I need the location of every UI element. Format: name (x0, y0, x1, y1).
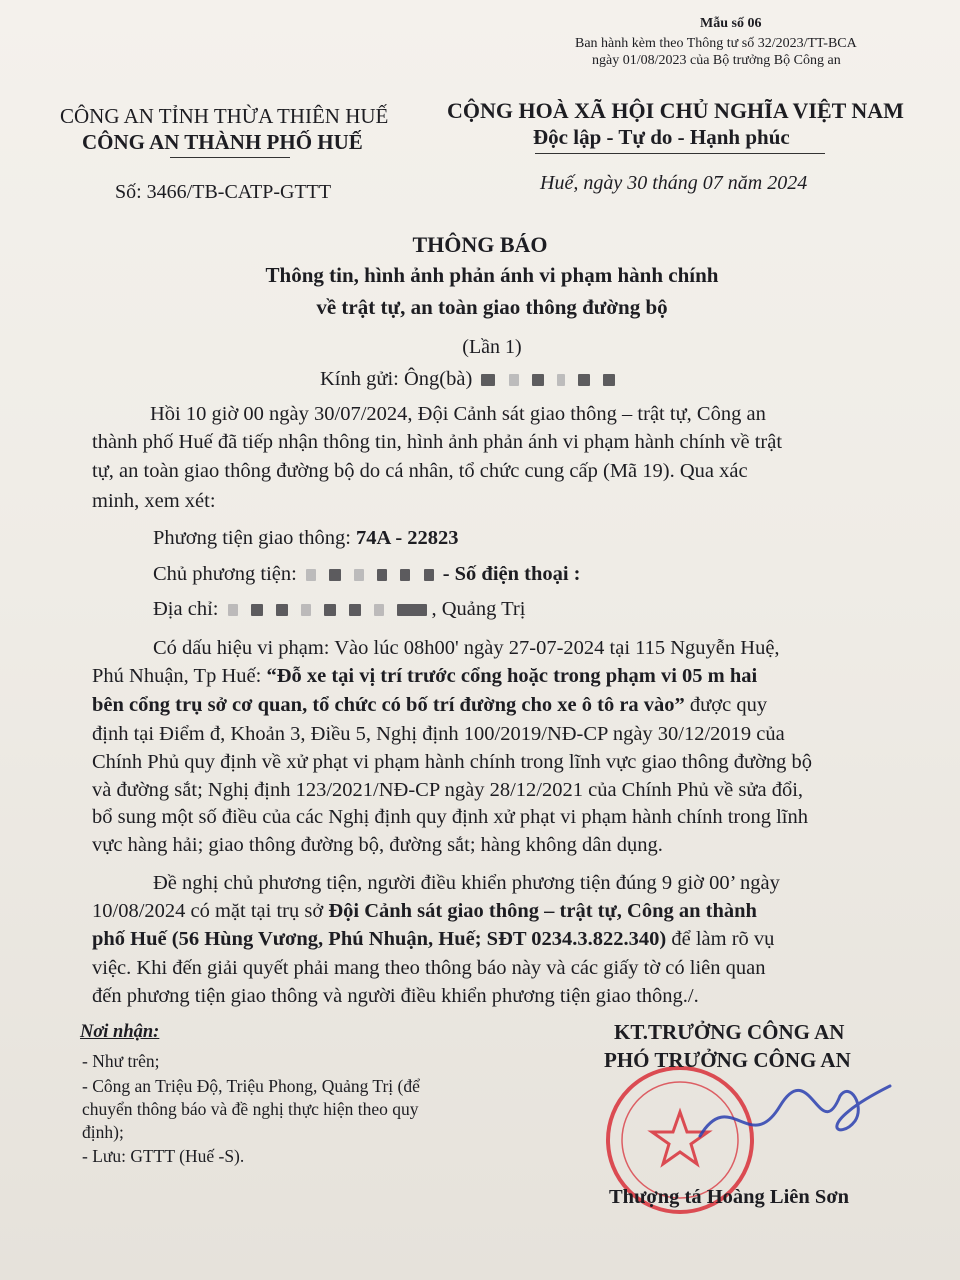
violation-line: bổ sung một số điều của các Nghị định quy định xử phạt vi phạm hành chính trong lĩnh (92, 806, 808, 828)
recipient-line: chuyển thông báo và đề nghị thực hiện theo quy (82, 1099, 419, 1119)
redacted-address-block (374, 604, 384, 616)
request-text: 10/08/2024 có mặt tại trụ sở (92, 900, 329, 922)
document-number: Số: 3466/TB-CATP-GTTT (115, 181, 332, 203)
redacted-address-block (276, 604, 288, 616)
redacted-owner-block (377, 569, 387, 581)
handwritten-signature (690, 1066, 910, 1166)
document-subtitle-line-2: về trật tự, an toàn giao thông đường bộ (316, 295, 668, 319)
violation-line (92, 665, 757, 688)
salutation (320, 368, 619, 391)
violation-line: và đường sắt; Nghị định 123/2021/NĐ-CP ngày 28/12/2021 của Chính Phủ về sửa đổi, (92, 779, 804, 801)
redacted-owner-block (424, 569, 434, 581)
owner-label: Chủ phương tiện: (153, 563, 302, 585)
office-address: phố Huế (56 Hùng Vương, Phú Nhuận, Huế; SĐT 0234.3.822.340) (92, 928, 667, 950)
signature-title: PHÓ TRƯỞNG CÔNG AN (604, 1048, 851, 1072)
request-line: đến phương tiện giao thông và người điều khiển phương tiện giao thông./. (92, 985, 699, 1007)
request-text: để làm rõ vụ (666, 928, 775, 950)
form-number: Mẫu số 06 (700, 16, 762, 31)
paragraph-1-line: tự, an toàn giao thông đường bộ do cá nhân, tổ chức cung cấp (Mã 19). Qua xác (92, 460, 748, 482)
place-and-date: Huế, ngày 30 tháng 07 năm 2024 (540, 172, 808, 194)
notice-count: (Lần 1) (462, 336, 522, 358)
violation-text: được quy (684, 694, 768, 716)
violation-line (92, 694, 767, 717)
office-name: Đội Cảnh sát giao thông – trật tự, Công an thành (328, 900, 757, 922)
address-label: Địa chỉ: (153, 598, 224, 620)
form-reference-line-1: Ban hành kèm theo Thông tư số 32/2023/TT-BCA (575, 36, 857, 51)
redacted-address-block (397, 604, 427, 616)
paragraph-1-line: minh, xem xét: (92, 490, 216, 512)
violation-line: vực hàng hải; giao thông đường bộ, đường sắt; hàng không dân dụng. (92, 834, 663, 856)
redacted-name-block (481, 374, 495, 386)
redacted-name-block (532, 374, 544, 386)
request-line (92, 900, 757, 923)
violation-line: Chính Phủ quy định về xử phạt vi phạm hành chính trong lĩnh vực giao thông đường bộ (92, 751, 813, 773)
signature-authority: KT.TRƯỞNG CÔNG AN (614, 1020, 845, 1044)
violation-line: Có dấu hiệu vi phạm: Vào lúc 08h00' ngày 27-07-2024 tại 115 Nguyễn Huệ, (153, 637, 780, 659)
license-plate: 74A - 22823 (356, 527, 459, 549)
redacted-address-block (228, 604, 238, 616)
recipient-line: - Như trên; (82, 1051, 160, 1071)
phone-label: - Số điện thoại : (442, 563, 581, 585)
redacted-owner-block (400, 569, 410, 581)
paragraph-1-line: Hồi 10 giờ 00 ngày 30/07/2024, Đội Cảnh sát giao thông – trật tự, Công an (150, 403, 766, 425)
request-line: Đề nghị chủ phương tiện, người điều khiển phương tiện đúng 9 giờ 00’ ngày (153, 872, 780, 894)
form-reference-line-2: ngày 01/08/2023 của Bộ trưởng Bộ Công an (592, 53, 841, 68)
redacted-address-block (301, 604, 311, 616)
motto-underline (535, 153, 825, 154)
redacted-name-block (578, 374, 590, 386)
paragraph-1-line: thành phố Huế đã tiếp nhận thông tin, hình ảnh phản ánh vi phạm hành chính về trật (92, 431, 783, 453)
redacted-address-block (349, 604, 361, 616)
document-title: THÔNG BÁO (412, 232, 548, 257)
recipients-label: Nơi nhận: (80, 1022, 160, 1042)
parent-organization: CÔNG AN TỈNH THỪA THIÊN HUẾ (60, 104, 389, 128)
redacted-owner-block (354, 569, 364, 581)
signer-name: Thượng tá Hoàng Liên Sơn (609, 1186, 850, 1208)
violation-line: định tại Điểm đ, Khoản 3, Điều 5, Nghị định 100/2019/NĐ-CP ngày 30/12/2019 của (92, 723, 785, 745)
organization-underline (170, 157, 290, 158)
national-motto: Độc lập - Tự do - Hạnh phúc (533, 125, 790, 149)
national-title: CỘNG HOÀ XÃ HỘI CHỦ NGHĨA VIỆT NAM (447, 98, 904, 123)
redacted-name-block (603, 374, 615, 386)
owner-line (153, 563, 581, 586)
vehicle-line (153, 527, 459, 550)
recipient-line: - Công an Triệu Độ, Triệu Phong, Quảng Trị (để (82, 1076, 420, 1096)
redacted-owner-block (306, 569, 316, 581)
address-line (153, 598, 525, 621)
salutation-label: Kính gửi: Ông(bà) (320, 368, 473, 390)
document-subtitle-line-1: Thông tin, hình ảnh phản ánh vi phạm hành chính (265, 263, 719, 287)
vehicle-label: Phương tiện giao thông: (153, 527, 357, 549)
request-line (92, 928, 774, 951)
redacted-address-block (324, 604, 336, 616)
redacted-name-block (557, 374, 565, 386)
address-province: , Quảng Trị (431, 598, 526, 620)
redacted-owner-block (329, 569, 341, 581)
redacted-address-block (251, 604, 263, 616)
violation-location: Phú Nhuận, Tp Huế: (92, 665, 267, 687)
violation-description: bên cổng trụ sở cơ quan, tổ chức có bố trí đường cho xe ô tô ra vào” (92, 694, 685, 716)
request-line: việc. Khi đến giải quyết phải mang theo thông báo này và các giấy tờ có liên quan (92, 957, 766, 979)
violation-description: “Đỗ xe tại vị trí trước cổng hoặc trong phạm vi 05 m hai (266, 665, 758, 687)
recipient-line: - Lưu: GTTT (Huế -S). (82, 1146, 245, 1166)
redacted-name-block (509, 374, 519, 386)
issuing-organization: CÔNG AN THÀNH PHỐ HUẾ (82, 130, 363, 154)
recipient-line: định); (82, 1122, 124, 1142)
